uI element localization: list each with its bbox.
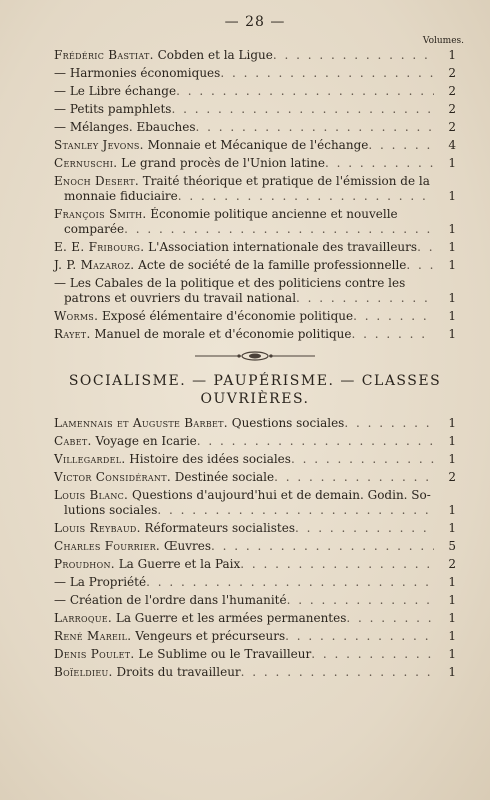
entry-volumes: 1 [448, 222, 456, 236]
entry-title: — Mélanges. Ebauches [54, 120, 196, 134]
entry-title: Acte de société de la famille professionnelle [138, 258, 407, 272]
entry-title: — Petits pamphlets [54, 102, 172, 116]
entry-title: — Le Libre échange [54, 84, 177, 98]
catalog-entry [54, 207, 456, 237]
leader-dots [146, 575, 434, 590]
entry-author: Larroque. [54, 611, 113, 625]
leader-dots [285, 629, 434, 644]
leader-dots [417, 240, 434, 255]
entry-volumes: 5 [448, 539, 456, 553]
catalog-entry [54, 156, 456, 171]
entry-author: Victor Considérant. [54, 470, 171, 484]
entry-title: — Harmonies économiques [54, 66, 221, 80]
entry-volumes: 1 [448, 291, 456, 305]
catalog-entry [54, 309, 456, 324]
entry-volumes: 1 [448, 309, 456, 323]
entry-volumes: 2 [448, 557, 456, 571]
catalog-entry [54, 521, 456, 536]
ornament-divider [54, 348, 456, 362]
book-list-economics [54, 48, 456, 342]
entry-volumes: 2 [448, 120, 456, 134]
catalog-entry [54, 647, 456, 662]
catalog-entry [54, 258, 456, 273]
entry-title-continuation: comparée [64, 222, 125, 236]
entry-volumes: 1 [448, 521, 456, 535]
entry-volumes: 1 [448, 629, 456, 643]
entry-volumes: 4 [448, 138, 456, 152]
leader-dots [295, 521, 434, 536]
entry-author: E. E. Fribourg. [54, 240, 145, 254]
entry-title: Manuel de morale et d'économie politique [94, 327, 352, 341]
entry-author: Denis Poulet. [54, 647, 135, 661]
leader-dots [274, 470, 434, 485]
entry-author: Charles Fourrier. [54, 539, 161, 553]
entry-volumes: 1 [448, 240, 456, 254]
entry-volumes: 1 [448, 327, 456, 341]
catalog-entry [54, 611, 456, 626]
entry-title: Cobden et la Ligue [157, 48, 273, 62]
entry-volumes: 1 [448, 434, 456, 448]
leader-dots [241, 665, 434, 680]
entry-title: L'Association internationale des travailleurs [148, 240, 418, 254]
leader-dots [240, 557, 434, 572]
page-number: — 28 — [224, 14, 286, 30]
catalog-entry [54, 434, 456, 449]
leader-dots [325, 156, 434, 171]
entry-volumes: 1 [448, 575, 456, 589]
catalog-entry [54, 84, 456, 99]
entry-author: Villegardel. [54, 452, 126, 466]
entry-title: Questions d'aujourd'hui et de demain. Godin. So- [132, 488, 431, 502]
entry-title: — La Propriété [54, 575, 147, 589]
leader-dots [368, 138, 434, 153]
catalog-entry [54, 557, 456, 572]
entry-author: Cernuschi. [54, 156, 118, 170]
leader-dots [291, 452, 434, 467]
entry-author: Louis Blanc. [54, 488, 129, 502]
entry-title: Monnaie et Mécanique de l'échange [147, 138, 369, 152]
leader-dots [353, 309, 434, 324]
entry-author: Proudhon. [54, 557, 115, 571]
entry-title: Réformateurs socialistes [144, 521, 295, 535]
catalog-entry [54, 276, 456, 306]
leader-dots [197, 434, 434, 449]
entry-volumes: 2 [448, 470, 456, 484]
leader-dots [346, 611, 434, 626]
entry-title: Voyage en Icarie [95, 434, 197, 448]
entry-title-continuation: monnaie fiduciaire [64, 189, 178, 203]
leader-dots [124, 222, 434, 237]
catalog-entry [54, 66, 456, 81]
catalog-entry [54, 488, 456, 518]
entry-title: Le grand procès de l'Union latine [121, 156, 325, 170]
entry-title: Destinée sociale [174, 470, 275, 484]
entry-author: J. P. Mazaroz. [54, 258, 135, 272]
entry-author: Frédéric Bastiat. [54, 48, 154, 62]
entry-author: Cabet. [54, 434, 92, 448]
catalog-entry [54, 665, 456, 680]
entry-title: La Guerre et la Paix [118, 557, 241, 571]
entry-volumes: 1 [448, 416, 456, 430]
leader-dots [220, 66, 434, 81]
catalog-entry [54, 174, 456, 204]
entry-author: Enoch Desert. [54, 174, 139, 188]
entry-title: Exposé élémentaire d'économie politique [102, 309, 354, 323]
leader-dots [311, 647, 434, 662]
entry-volumes: 2 [448, 102, 456, 116]
entry-volumes: 1 [448, 189, 456, 203]
leader-dots [176, 84, 434, 99]
entry-title: — Création de l'ordre dans l'humanité [54, 593, 287, 607]
entry-volumes: 1 [448, 593, 456, 607]
section-title-line2: OUVRIÈRES. [200, 391, 310, 407]
entry-title: Le Sublime ou le Travailleur [138, 647, 312, 661]
entry-title: Questions sociales [231, 416, 345, 430]
entry-volumes: 1 [448, 48, 456, 62]
catalog-entry [54, 48, 456, 63]
volumes-header: Volumes. [422, 36, 464, 46]
entry-title: Économie politique ancienne et nouvelle [150, 207, 398, 221]
catalog-entry [54, 452, 456, 467]
leader-dots [344, 416, 434, 431]
leader-dots [171, 102, 434, 117]
entry-volumes: 1 [448, 452, 456, 466]
leader-dots [352, 327, 435, 342]
entry-volumes: 1 [448, 611, 456, 625]
entry-volumes: 2 [448, 66, 456, 80]
entry-author: Worms. [54, 309, 99, 323]
entry-title: Traité théorique et pratique de l'émission de la [142, 174, 430, 188]
catalog-entry [54, 416, 456, 431]
leader-dots [196, 120, 434, 135]
catalog-entry [54, 629, 456, 644]
entry-volumes: 1 [448, 258, 456, 272]
catalog-entry [54, 539, 456, 554]
entry-title: Histoire des idées sociales [129, 452, 291, 466]
entry-volumes: 1 [448, 503, 456, 517]
entry-author: François Smith. [54, 207, 147, 221]
entry-author: Louis Reybaud. [54, 521, 141, 535]
catalog-entry [54, 327, 456, 342]
entry-title: Vengeurs et précurseurs [135, 629, 286, 643]
entry-title: Œuvres [163, 539, 212, 553]
catalog-entry [54, 240, 456, 255]
catalog-entry [54, 102, 456, 117]
leader-dots [296, 291, 434, 306]
entry-title: Droits du travailleur [116, 665, 241, 679]
entry-title-continuation: patrons et ouvriers du travail national [64, 291, 297, 305]
section-title [54, 372, 456, 408]
entry-volumes: 2 [448, 84, 456, 98]
entry-title-continuation: lutions sociales [64, 503, 158, 517]
entry-title: La Guerre et les armées permanentes [115, 611, 347, 625]
entry-author: Boïeldieu. [54, 665, 113, 679]
entry-volumes: 1 [448, 156, 456, 170]
section-title-line1: SOCIALISME. — PAUPÉRISME. — CLASSES [68, 373, 442, 389]
entry-author: Rayet. [54, 327, 91, 341]
entry-author: Lamennais et Auguste Barbet. [54, 416, 228, 430]
catalog-entry [54, 120, 456, 135]
catalog-entry [54, 470, 456, 485]
catalog-entry [54, 138, 456, 153]
leader-dots [406, 258, 434, 273]
entry-title: — Les Cabales de la politique et des politiciens contre les [54, 276, 406, 290]
entry-volumes: 1 [448, 647, 456, 661]
book-list-socialism [54, 416, 456, 680]
catalog-entry [54, 575, 456, 590]
leader-dots [178, 189, 434, 204]
entry-author: René Mareil. [54, 629, 132, 643]
leader-dots [287, 593, 434, 608]
leader-dots [211, 539, 434, 554]
entry-volumes: 1 [448, 665, 456, 679]
leader-dots [157, 503, 434, 518]
entry-author: Stanley Jevons. [54, 138, 144, 152]
leader-dots [273, 48, 434, 63]
catalog-entry [54, 593, 456, 608]
